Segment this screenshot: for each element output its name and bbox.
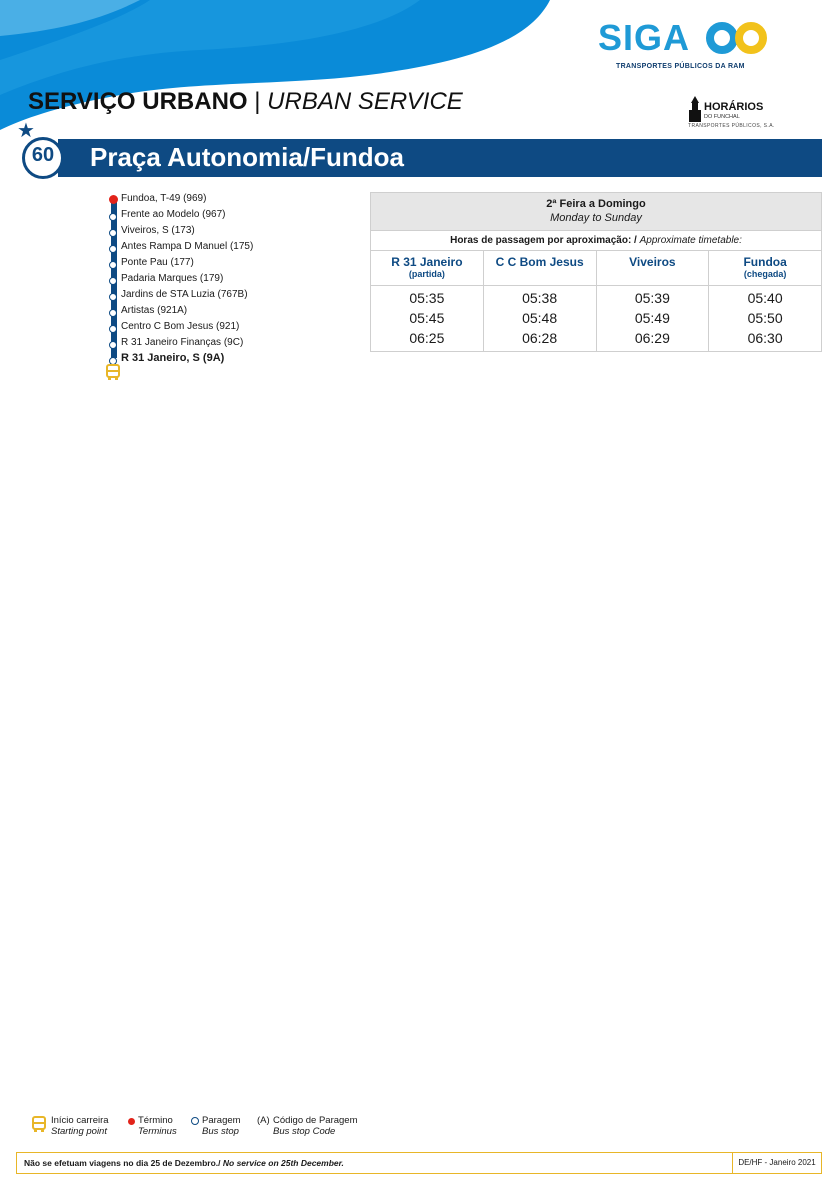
stop-item — [109, 193, 409, 209]
legend-stop-pt: Paragem — [202, 1115, 241, 1126]
column-sub: (partida) — [408, 269, 445, 279]
star-icon: ★ — [17, 120, 35, 142]
timetable — [370, 192, 822, 352]
departure-time: 05:49 — [634, 310, 670, 326]
departure-time: 05:39 — [634, 290, 670, 306]
stop-dot-icon — [109, 229, 117, 237]
stop-item — [109, 289, 409, 305]
stop-label: Jardins de STA Luzia (767B) — [121, 289, 248, 300]
legend-term-en: Terminus — [138, 1126, 177, 1137]
timetable-days-header — [371, 193, 821, 231]
column-name: Fundoa — [743, 255, 787, 269]
horarios-logo — [686, 96, 776, 132]
stop-item — [109, 225, 409, 241]
stop-item — [109, 305, 409, 321]
stop-label: Artistas (921A) — [121, 305, 188, 316]
legend-code-mark — [257, 1115, 270, 1126]
stop-label: Antes Rampa D Manuel (175) — [121, 241, 254, 252]
stop-dot-icon — [109, 293, 117, 301]
legend-terminus — [138, 1115, 177, 1137]
stop-dot-icon — [109, 309, 117, 317]
stop-dot-icon — [109, 261, 117, 269]
legend-stop-en: Bus stop — [202, 1126, 239, 1137]
column-name: Viveiros — [629, 255, 676, 269]
stop-label: Padaria Marques (179) — [121, 273, 224, 284]
stop-item — [109, 321, 409, 337]
service-title — [28, 88, 463, 116]
stop-label: Ponte Pau (177) — [121, 257, 194, 268]
stop-dot-icon — [109, 277, 117, 285]
note-pt: Horas de passagem por aproximação: / — [450, 235, 637, 246]
stop-item — [109, 209, 409, 225]
timetable-column — [709, 286, 821, 351]
timetable-column-header — [484, 251, 597, 285]
stop-label: R 31 Janeiro, S (9A) — [121, 352, 225, 364]
siga-logo — [598, 18, 773, 74]
departure-time: 06:30 — [747, 330, 783, 346]
timetable-column-header — [597, 251, 710, 285]
route-number: 60 — [31, 144, 55, 166]
timetable-body — [371, 286, 821, 351]
column-name: C C Bom Jesus — [495, 255, 584, 269]
footer-document-code: DE/HF - Janeiro 2021 — [732, 1153, 821, 1173]
brand-name: SIGA — [598, 17, 691, 58]
timetable-column — [371, 286, 484, 351]
legend-start-en: Starting point — [51, 1126, 107, 1137]
terminus-dot-icon — [109, 195, 118, 204]
legend-code — [273, 1115, 358, 1137]
legend-stop — [202, 1115, 241, 1137]
stop-item — [109, 337, 409, 353]
legend-term-pt: Término — [138, 1115, 173, 1126]
column-name: R 31 Janeiro — [391, 255, 463, 269]
timetable-column-headers — [371, 251, 821, 286]
bus-start-icon — [106, 364, 120, 380]
service-title-en: URBAN SERVICE — [267, 88, 463, 115]
timetable-column-header — [709, 251, 821, 285]
departure-time: 06:25 — [409, 330, 445, 346]
column-sub: (chegada) — [743, 269, 787, 279]
legend-start — [51, 1115, 109, 1137]
footer-notice — [24, 1158, 344, 1168]
departure-time: 05:38 — [522, 290, 558, 306]
timetable-column — [484, 286, 597, 351]
stop-label: R 31 Janeiro Finanças (9C) — [121, 337, 244, 348]
stop-item — [109, 353, 409, 369]
brand-tagline: TRANSPORTES PÚBLICOS DA RAM — [616, 63, 745, 70]
stop-label: Fundoa, T-49 (969) — [121, 193, 207, 204]
timetable-note — [371, 231, 821, 251]
route-name: Praça Autonomia/Fundoa — [90, 142, 404, 172]
horarios-sub: DO FUNCHAL — [704, 114, 740, 120]
service-title-pt: SERVIÇO URBANO — [28, 88, 248, 115]
legend-stop-circle-icon — [191, 1117, 199, 1125]
legend-start-pt: Início carreira — [51, 1115, 109, 1126]
horarios-title: HORÁRIOS — [704, 101, 764, 113]
legend-terminus-dot-icon — [128, 1118, 135, 1125]
stop-label: Centro C Bom Jesus (921) — [121, 321, 240, 332]
legend-code-en: Bus stop Code — [273, 1126, 336, 1137]
stop-item — [109, 273, 409, 289]
days-pt: 2ª Feira a Domingo — [546, 198, 646, 210]
timetable-column-header — [371, 251, 484, 285]
stop-dot-icon — [109, 325, 117, 333]
departure-time: 05:50 — [747, 310, 783, 326]
stop-dot-icon — [109, 341, 117, 349]
footer-notice-en: No service on 25th December. — [222, 1158, 344, 1168]
stop-dot-icon — [109, 245, 117, 253]
departure-time: 06:29 — [634, 330, 670, 346]
siga-infinity-icon — [705, 21, 769, 55]
timetable-column — [597, 286, 710, 351]
horarios-company: TRANSPORTES PÚBLICOS, S.A. — [688, 123, 775, 129]
stop-dot-icon — [109, 213, 117, 221]
legend-code-pt: Código de Paragem — [273, 1115, 358, 1126]
stop-item — [109, 241, 409, 257]
legend-bus-icon — [32, 1116, 46, 1132]
service-title-separator: | — [254, 88, 261, 115]
tower-icon — [689, 96, 701, 122]
departure-time: 05:45 — [409, 310, 445, 326]
stop-item — [109, 257, 409, 273]
stop-label: Viveiros, S (173) — [121, 225, 195, 236]
days-en: Monday to Sunday — [550, 212, 642, 224]
note-en: Approximate timetable: — [639, 235, 742, 246]
footer-notice-pt: Não se efetuam viagens no dia 25 de Dezembro./ — [24, 1158, 221, 1168]
footer-notice-box — [16, 1152, 822, 1174]
departure-time: 05:48 — [522, 310, 558, 326]
stop-label: Frente ao Modelo (967) — [121, 209, 226, 220]
departure-time: 05:35 — [409, 290, 445, 306]
departure-time: 06:28 — [522, 330, 558, 346]
legend-code-mark-text: (A) — [257, 1115, 270, 1126]
departure-time: 05:40 — [747, 290, 783, 306]
